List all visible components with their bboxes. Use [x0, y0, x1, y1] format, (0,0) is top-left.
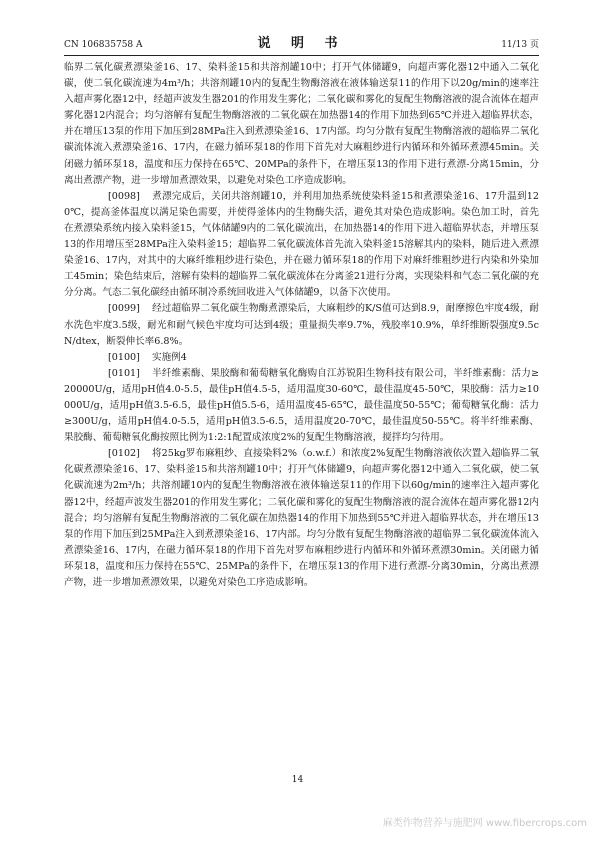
paragraph-0101 — [64, 366, 539, 446]
paragraph-text: 半纤维素酶、果胶酶和葡萄糖氧化酶购自江苏锐阳生物科技有限公司，半纤维素酶：活力≥20000U/g，适用pH值4.0-5.5，最佳pH值4.5-5，适用温度30-60℃，最佳温度45-50℃，果胶酶：活力≥10000U/g，适用pH值3.5-6.5，最佳pH值5.5-6，适用温度45-65℃，最佳温度50-55℃；葡萄糖氧化酶：活力≥300U/g，适用pH值4.0-5.5，适用pH值3.5-6.5，适用温度20-70℃，最佳温度50-55℃。将半纤维素酶、果胶酶、葡萄糖氧化酶按照比例为1:2:1配置成浓度2%的复配生物酶溶液，搅拌均匀待用。 — [64, 367, 539, 444]
paragraph-number: [0101] — [108, 367, 140, 379]
continued-paragraph: 临界二氧化碳煮漂染釜16、17、染料釜15和共溶剂罐10中；打开气体储罐9，向超声雾化器12中通入二氧化碳，使二氧化碳流速为4m³/h；共溶剂罐10内的复配生物酶溶液在液体输送泵11的作用下以20g/min的速率注入超声雾化器12中，经超声波发生器201的作用发生雾化；二氧化碳和雾化的复配生物酶溶液的混合流体在超声雾化器12内混合；均匀溶解有复配生物酶溶液的二氧化碳在加热器14的作用下加热到65℃并进入超临界状态，并在增压13泵的作用下加压到28MPa注入到煮漂染釜16、17内部。均匀分散有复配生物酶溶液的超临界二氧化碳流体流入煮漂染釜16、17内，在磁力循环泵18的作用下首先对大麻粗纱进行内循环和外循环煮漂45min。关闭磁力循环泵18，温度和压力保持在65℃、20MPa的条件下，在增压泵13的作用下进行煮漂-分离15min，分离出煮漂产物，进一步增加煮漂效果，以避免对染色工序造成影响。 — [64, 62, 539, 186]
paragraph-0099 — [64, 301, 539, 349]
paragraph-number: [0100] — [108, 351, 140, 363]
page-info: 11/13 页 — [501, 40, 539, 50]
paragraph-0102 — [64, 446, 539, 591]
publication-number: CN 106835758 A — [64, 40, 143, 50]
page-header — [64, 36, 539, 54]
document-body — [64, 60, 539, 591]
paragraph-number: [0099] — [108, 303, 140, 315]
watermark: 麻类作物营养与施肥网 www.fibercrops.com — [382, 818, 587, 829]
paragraph-text: 将25kg罗布麻粗纱、直接染料2%（o.w.f.）和浓度2%复配生物酶溶液依次置入超临界二氧化碳煮漂染釜16、17、染料釜15和共溶剂罐10中；打开气体储罐9，向超声雾化器12中通入二氧化碳，使二氧化碳流速为2m³/h；共溶剂罐10内的复配生物酶溶液在液体输送泵11的作用下以60g/min的速率注入超声雾化器12中，经超声波发生器201的作用发生雾化；二氧化碳和雾化的复配生物酶溶液的混合流体在超声雾化器12内混合；均匀溶解有复配生物酶溶液的二氧化碳在加热器14的作用下加热到55℃并进入超临界状态，并在增压13泵的作用下加压到25MPa注入到煮漂染釜16、17内部。均匀分散有复配生物酶溶液的超临界二氧化碳流体流入煮漂染釜16、17内，在磁力循环泵18的作用下首先对罗布麻粗纱进行内循环和外循环煮漂30min。关闭磁力循环泵18，温度和压力保持在55℃、25MPa的条件下，在增压泵13的作用下进行煮漂-分离30min，分离出煮漂产物，进一步增加煮漂效果，以避免对染色工序造成影响。 — [64, 448, 539, 588]
header-rule — [64, 55, 539, 56]
section-heading: 实施例4 — [152, 351, 187, 363]
paragraph-text: 经过超临界二氧化碳生物酶煮漂染后，大麻粗纱的K/S值可达到8.9，耐摩擦色牢度4级，耐水洗色牢度3.5级，耐光和耐气候色牢度均可达到4级；重量损失率9.7%，残胶率10.9%，单纤维断裂强度9.5cN/dtex，断裂伸长率6.8%。 — [64, 303, 539, 347]
paragraph-0098 — [64, 189, 539, 302]
paragraph-number: [0098] — [108, 190, 140, 202]
page-number: 14 — [291, 775, 304, 785]
paragraph-number: [0102] — [108, 448, 140, 460]
document-title: 说 明 书 — [257, 36, 346, 51]
paragraph-text: 煮漂完成后，关闭共溶剂罐10，并利用加热系统使染料釜15和煮漂染釜16、17升温到120℃，提高釜体温度以满足染色需要，并使得釜体内的生物酶失活，避免其对染色造成影响。染色加工时，首先在煮漂染系统内接入染料釜15，气体储罐9内的二氧化碳流出，在加热器14的作用下进入超临界状态，并增压泵13的作用增压至28MPa注入染料釜15；超临界二氧化碳流体首先流入染料釜15溶解其内的染料，随后进入煮漂染釜16、17内，对其中的大麻纤维粗纱进行染色，并在磁力循环泵18的作用下对麻纤维粗纱进行内染和外染加工45min；染色结束后，溶解有染料的超临界二氧化碳流体在分离釜21进行分离，实现染料和气态二氧化碳的充分分离。气态二氧化碳经由循环制冷系统回收进入气体储罐9，以备下次使用。 — [64, 190, 539, 299]
paragraph-0100 — [64, 350, 539, 366]
